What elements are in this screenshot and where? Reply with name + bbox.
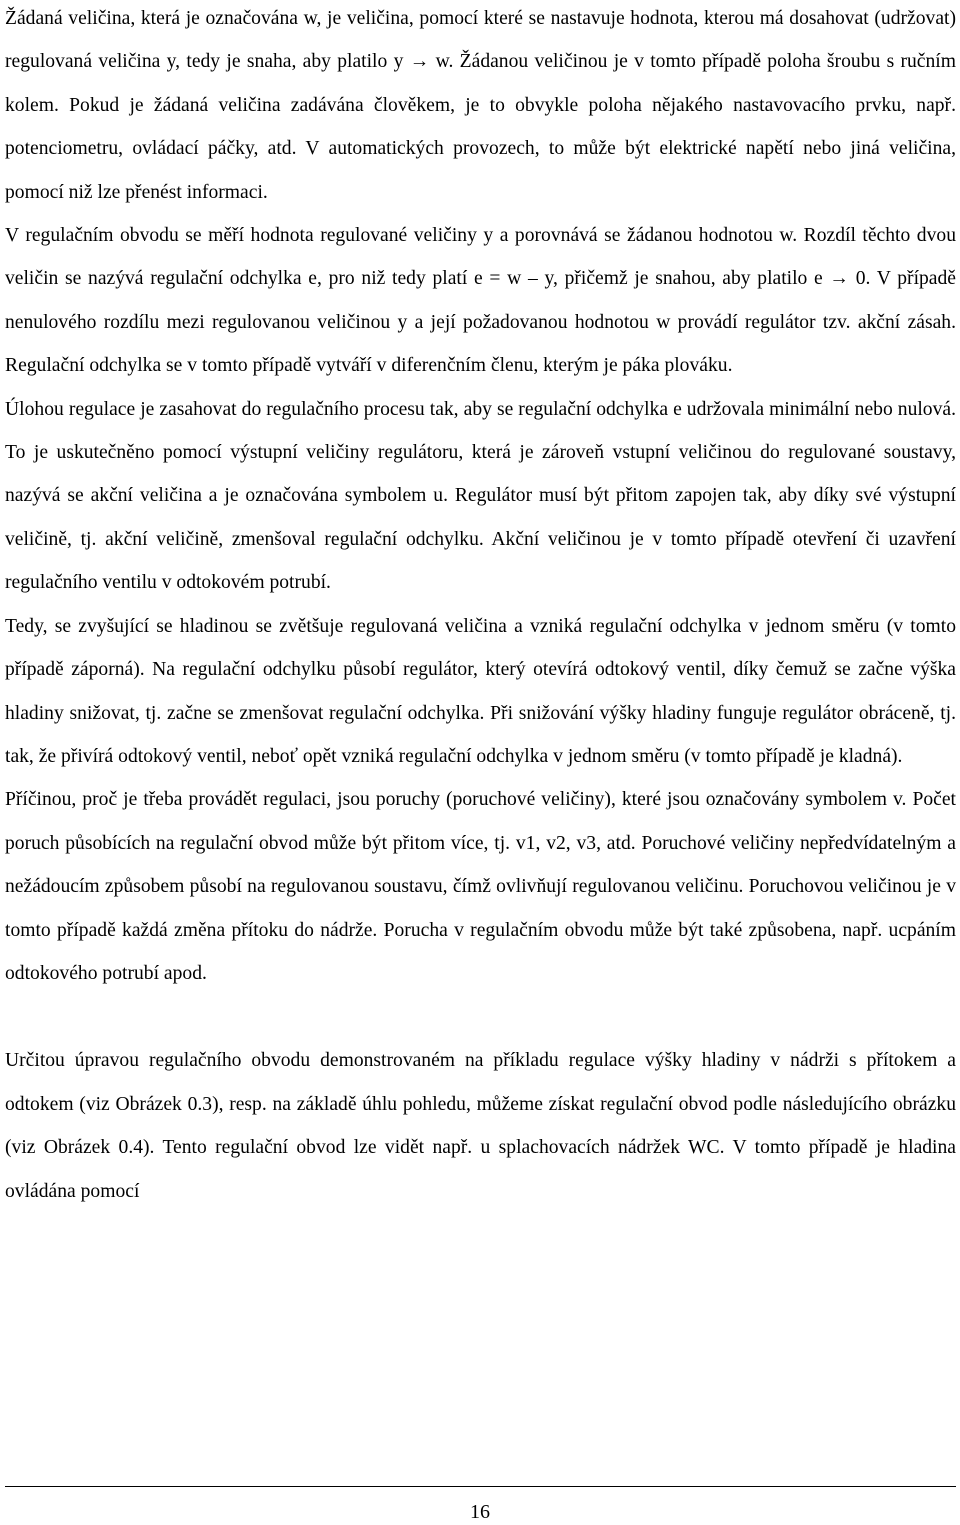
paragraph-spacer	[5, 995, 956, 1039]
paragraph-control-action: Úlohou regulace je zasahovat do regulačního procesu tak, aby se regulační odchylka e udržovala minimální nebo nulová. To je uskutečněno pomocí výstupní veličiny regulátoru, která je zároveň vstupní veličinou do regulované soustavy, nazývá se akční veličina a je označována symbolem u. Regulátor musí být přitom zapojen tak, aby díky své výstupní veličině, tj. akční veličině, zmenšoval regulační odchylku. Akční veličinou je v tomto případě otevření či uzavření regulačního ventilu v odtokovém potrubí.	[5, 398, 956, 594]
paragraph-modified-circuit: Určitou úpravou regulačního obvodu demonstrovaném na příkladu regulace výšky hladiny v nádrži s přítokem a odtokem (viz Obrázek 0.3), resp. na základě úhlu pohledu, můžeme získat regulační obvod podle následujícího obrázku (viz Obrázek 0.4). Tento regulační obvod lze vidět např. u splachovacích nádržek WC. V tomto případě je hladina ovládána pomocí	[5, 1050, 956, 1202]
paragraph-control-error: V regulačním obvodu se měří hodnota regulované veličiny y a porovnává se žádanou hodnotou w. Rozdíl těchto dvou veličin se nazývá regulační odchylka e, pro niž tedy platí e = w – y, přičemž je snahou, aby platilo e → 0. V případě nenulového rozdílu mezi regulovanou veličinou y a její požadovanou hodnotou w provádí regulátor tzv. akční zásah. Regulační odchylka se v tomto případě vytváří v diferenčním členu, kterým je páka plováku.	[5, 225, 956, 377]
page-body	[5, 0, 956, 1213]
paragraph-desired-value: Žádaná veličina, která je označována w, je veličina, pomocí které se nastavuje hodnota, kterou má dosahovat (udržovat) regulovaná veličina y, tedy je snaha, aby platilo y → w. Žádanou veličinou je v tomto případě poloha šroubu s ručním kolem. Pokud je žádaná veličina zadávána člověkem, je to obvykle poloha nějakého nastavovacího prvku, např. potenciometru, ovládací páčky, atd. V automatických provozech, to může být elektrické napětí nebo jiná veličina, pomocí niž lze přenést informaci.	[5, 8, 956, 203]
page-number: 16	[470, 1501, 490, 1523]
paragraph-disturbances: Příčinou, proč je třeba provádět regulaci, jsou poruchy (poruchové veličiny), které jsou označovány symbolem v. Počet poruch působících na regulační obvod může být přitom více, tj. v1, v2, v3, atd. Poruchové veličiny nepředvídatelným a nežádoucím způsobem působí na regulovanou soustavu, čímž ovlivňují regulovanou veličinu. Poruchovou veličinou je v tomto případě každá změna přítoku do nádrže. Porucha v regulačním obvodu může být také způsobena, např. ucpáním odtokového potrubí apod.	[5, 789, 956, 984]
footer-divider	[5, 1486, 956, 1487]
paragraph-level-example: Tedy, se zvyšující se hladinou se zvětšuje regulovaná veličina a vzniká regulační odchylka v jednom směru (v tomto případě záporná). Na regulační odchylku působí regulátor, který otevírá odtokový ventil, díky čemuž se začne výška hladiny snižovat, tj. začne se zmenšovat regulační odchylka. Při snižování výšky hladiny funguje regulátor obráceně, tj. tak, že přivírá odtokový ventil, neboť opět vzniká regulační odchylka v jednom směru (v tomto případě je kladná).	[5, 615, 956, 767]
